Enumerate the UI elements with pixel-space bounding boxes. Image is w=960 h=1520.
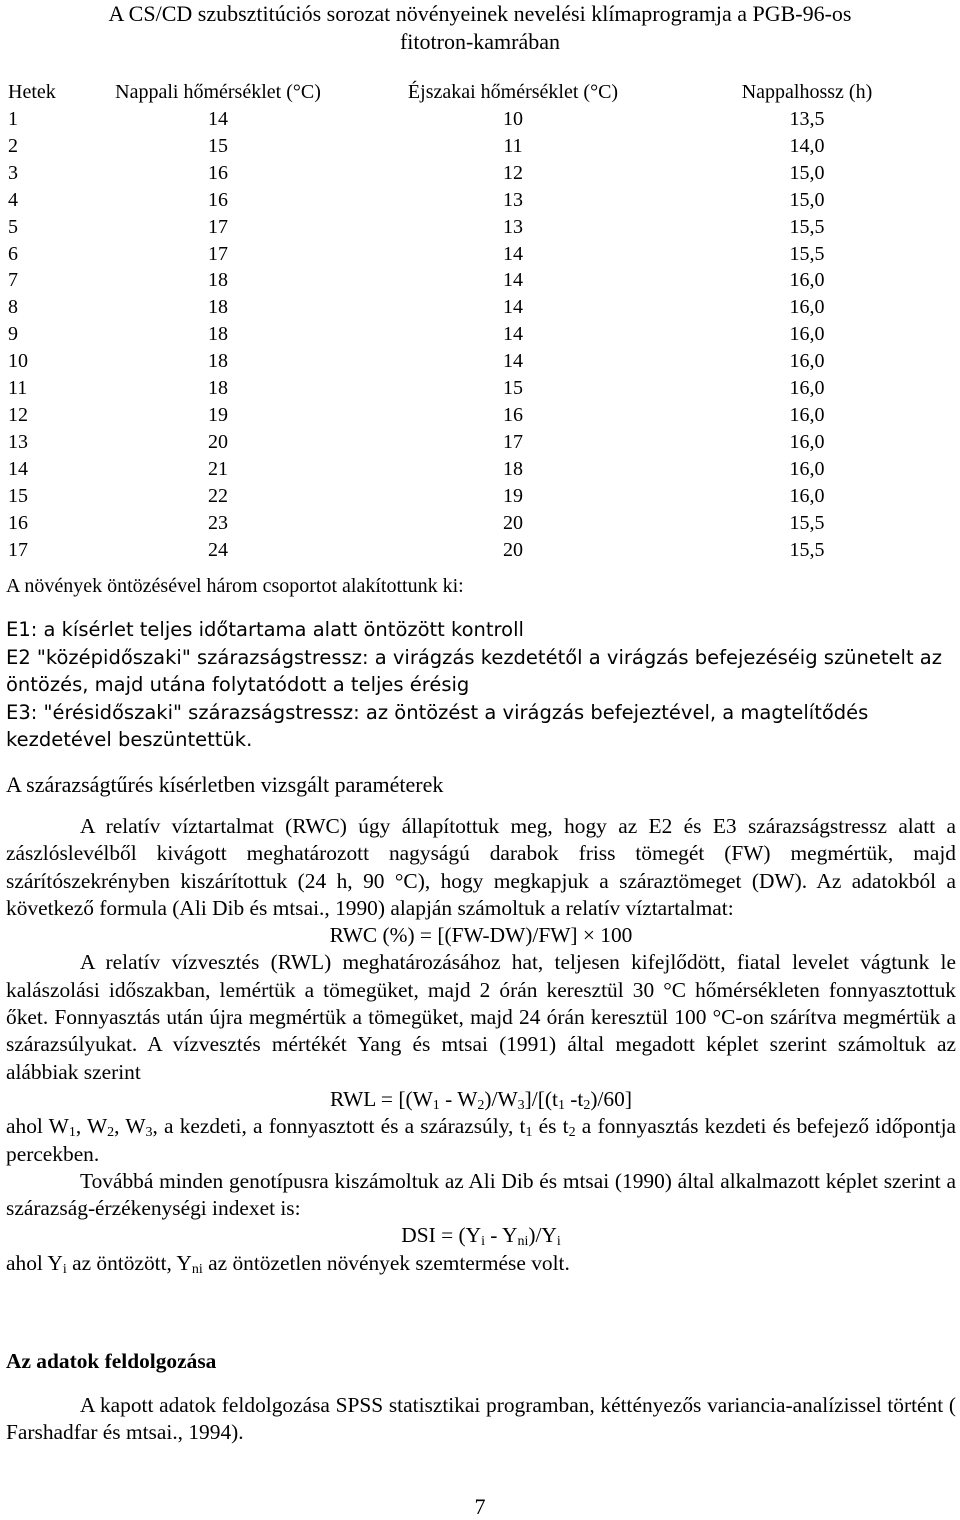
group-e1: E1: a kísérlet teljes időtartama alatt öntözött kontroll: [6, 618, 524, 641]
table-row: [8, 456, 956, 483]
cell-day-temp: 22: [208, 484, 228, 507]
cell-week: 8: [8, 296, 18, 319]
rwc-paragraph: A relatív víztartalmat (RWC) úgy állapítottuk meg, hogy az E2 és E3 szárazságstressz alatt a zászlóslevélből kivágott meghatározott nagyságú darabok friss tömegét (FW) megmértük, majd szárítószekrényben kiszárítottuk (24 h, 90 °C), hogy megkapjuk a száraztömeget (DW). Az adatokból a következő formula (Ali Dib és mtsai., 1990) alapján számoltuk a relatív víztartalmat:: [6, 814, 956, 920]
cell-week: 4: [8, 188, 18, 211]
cell-week: 17: [8, 538, 28, 561]
cell-week: 9: [8, 323, 18, 346]
cell-day-temp: 20: [208, 430, 228, 453]
table-row: [8, 133, 956, 160]
cell-week: 1: [8, 108, 18, 130]
table-row: [8, 160, 956, 187]
dsi-paragraph: Továbbá minden genotípusra kiszámoltuk az Ali Dib és mtsai (1990) által alkalmazott képlet szerint a szárazság-érzékenységi indexet is:: [6, 1168, 956, 1221]
table-row: [8, 537, 956, 564]
table-row: [8, 375, 956, 402]
rwl-paragraph: A relatív vízvesztés (RWL) meghatározásához hat, teljesen kifejlődött, fiatal levelet vágtunk le kalászolási időszakban, lemértük a tömegüket, majd 2 órán keresztül 30 °C hőmérsékleten fonnyasztottuk őket. Fonnyasztás után újra megmértük a tömegüket, majd 24 órán keresztül 100 °C-on szárítva megmértük a szárazsúlyukat. A vízvesztés mértékét Yang és mtsai (1991) által megadott képlet szerint számoltuk az alábbiak szerint: [6, 950, 956, 1084]
header-day-temp: Nappali hőmérséklet (°C): [115, 81, 321, 103]
cell-night-temp: 13: [503, 215, 523, 238]
cell-day-length: 14,0: [789, 134, 825, 157]
cell-night-temp: 20: [503, 538, 523, 561]
cell-week: 2: [8, 134, 18, 157]
cell-day-length: 15,0: [789, 188, 825, 211]
rwl-formula: RWL = $[(W_1 - W_2)/W_3]/[(t_1$ $-t_2)/60$]: [330, 1086, 632, 1113]
cell-week: 16: [8, 511, 28, 534]
cell-night-temp: 20: [503, 511, 523, 534]
cell-week: 13: [8, 430, 28, 453]
table-row: [8, 187, 956, 214]
table-body: [8, 106, 956, 563]
table-row: [8, 294, 956, 321]
page-title: [0, 0, 960, 56]
cell-day-length: 15,5: [789, 511, 825, 534]
cell-day-temp: 24: [208, 538, 228, 561]
cell-day-length: 15,0: [789, 161, 825, 184]
cell-day-length: 16,0: [789, 350, 825, 373]
table-header-row: [8, 78, 956, 106]
cell-day-temp: 18: [208, 269, 228, 292]
cell-night-temp: 19: [503, 484, 523, 507]
cell-week: 5: [8, 215, 18, 238]
title-line-2: fitotron-kamrában: [399, 29, 561, 54]
table-row: [8, 429, 956, 456]
cell-week: 14: [8, 457, 28, 480]
group-e2: E2 "középidőszaki" szárazságstressz: a virágzás kezdetétől a virágzás befejezéséig szünetelt az öntözés, majd utána folytatódott a teljes érésig: [6, 645, 942, 696]
table-row: [8, 267, 956, 294]
cell-week: 11: [8, 377, 28, 400]
cell-day-temp: 23: [208, 511, 228, 534]
cell-night-temp: 14: [503, 350, 523, 373]
processing-paragraph: A kapott adatok feldolgozása SPSS statisztikai programban, kéttényezős variancia-analízissel történt ( Farshadfar és mtsai., 1994).: [6, 1393, 956, 1445]
cell-day-length: 16,0: [789, 403, 825, 426]
cell-day-length: 15,5: [789, 538, 825, 561]
cell-night-temp: 14: [503, 242, 523, 265]
processing-title: Az adatok feldolgozása: [6, 1349, 217, 1373]
table-row: [8, 348, 956, 375]
cell-night-temp: 16: [503, 403, 523, 426]
processing-body: [6, 1392, 956, 1447]
table-row: [8, 483, 956, 510]
cell-week: 6: [8, 242, 18, 265]
table-row: [8, 241, 956, 268]
cell-week: 10: [8, 350, 28, 373]
title-line-1: A CS/CD szubsztitúciós sorozat növényeinek nevelési klímaprogramja a PGB-96-os: [108, 1, 852, 26]
cell-night-temp: 15: [503, 377, 523, 400]
cell-day-temp: 18: [208, 377, 228, 400]
table-row: [8, 402, 956, 429]
cell-week: 12: [8, 403, 28, 426]
cell-week: 3: [8, 161, 18, 184]
cell-day-temp: 15: [208, 134, 228, 157]
cell-day-temp: 17: [208, 242, 228, 265]
irrigation-intro: A növények öntözésével három csoportot alakítottunk ki:: [6, 575, 464, 597]
header-day-length: Nappalhossz (h): [741, 81, 873, 103]
irrigation-groups: [6, 616, 956, 754]
cell-night-temp: 14: [503, 269, 523, 292]
cell-day-length: 16,0: [789, 269, 825, 292]
cell-day-temp: 18: [208, 323, 228, 346]
cell-day-temp: 16: [208, 188, 228, 211]
table-row: [8, 510, 956, 537]
table-row: [8, 106, 956, 133]
cell-day-temp: 18: [208, 296, 228, 319]
cell-week: 15: [8, 484, 28, 507]
cell-night-temp: 13: [503, 188, 523, 211]
cell-night-temp: 18: [503, 457, 523, 480]
cell-day-temp: 21: [208, 457, 228, 480]
header-weeks: Hetek: [8, 81, 56, 103]
cell-night-temp: 12: [503, 161, 523, 184]
cell-day-length: 13,5: [789, 108, 825, 130]
cell-day-temp: 17: [208, 215, 228, 238]
cell-day-length: 16,0: [789, 430, 825, 453]
cell-day-length: 15,5: [789, 215, 825, 238]
cell-day-length: 16,0: [789, 323, 825, 346]
climate-program-table: [8, 78, 956, 563]
cell-night-temp: 11: [503, 134, 523, 157]
w-explanation: ahol $W_1$, $W_2$, $W_3$, a kezdeti, a fonnyasztott és a szárazsúly, $t_1$ és $t_2$ a fonnyasztás kezdeti és befejező időpontja percekben.: [6, 1114, 957, 1166]
cell-night-temp: 17: [503, 430, 523, 453]
cell-day-temp: 14: [208, 108, 228, 130]
cell-day-length: 15,5: [789, 242, 825, 265]
table-row: [8, 214, 956, 241]
dsi-formula: DSI = $(Y_i - Y_{ni})/Y_i$: [401, 1223, 561, 1250]
cell-day-temp: 19: [208, 403, 228, 426]
cell-night-temp: 10: [503, 108, 523, 130]
cell-night-temp: 14: [503, 323, 523, 346]
section-body: [6, 813, 956, 1277]
rwc-formula: RWC (%) = [(FW-DW)/FW] × 100: [329, 923, 633, 948]
cell-day-length: 16,0: [789, 296, 825, 319]
cell-night-temp: 14: [503, 296, 523, 319]
cell-day-length: 16,0: [789, 377, 825, 400]
cell-week: 7: [8, 269, 18, 292]
header-night-temp: Éjszakai hőmérséklet (°C): [407, 81, 619, 103]
cell-day-length: 16,0: [789, 457, 825, 480]
cell-day-temp: 16: [208, 161, 228, 184]
section-title: A szárazságtűrés kísérletben vizsgált paraméterek: [6, 772, 444, 797]
cell-day-length: 16,0: [789, 484, 825, 507]
group-e3: E3: "érésidőszaki" szárazságstressz: az öntözést a virágzás befejeztével, a magtelítődés kezdetével beszüntettük.: [6, 700, 869, 751]
cell-day-temp: 18: [208, 350, 228, 373]
page-number: 7: [474, 1494, 486, 1519]
y-explanation: ahol $Y_i$ az öntözött, $Y_{ni}$ az öntözetlen növények szemtermése volt.: [6, 1250, 570, 1277]
table-row: [8, 321, 956, 348]
